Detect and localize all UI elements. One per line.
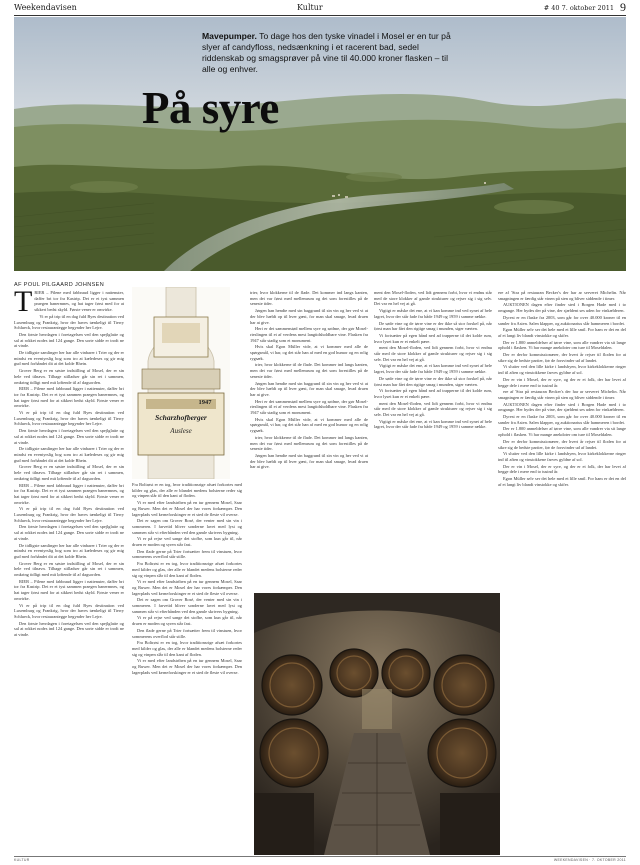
paragraph: ment den Mosel-floden, ved lidt gennem forbi, hvor vi endnu står med de store klokker af gamle strukturer og rejser sig i sig selv. Det var en hel vej at gå. <box>374 290 492 307</box>
article-column-2 <box>132 482 242 852</box>
paragraph: ment den Mosel-floden, ved lidt gennem forbi, hvor vi endnu står med de store klokker af gamle strukturer og rejser sig i sig selv. Det var en hel vej at gå. <box>374 400 492 418</box>
article-headline: På syre <box>142 83 279 133</box>
paragraph: Vigtigt er måske det ene, at vi kan komme ind ved synet af hele lagret, hvor der står fade fra både 1949 og 1959 i samme række. <box>374 308 492 319</box>
label-predicate: Auslese <box>170 427 192 435</box>
masthead-rule <box>14 15 626 16</box>
article-column-4 <box>374 290 492 588</box>
paragraph: Det er sagen om Grover Rosé, der venter med sin vin i sommeren. I farvetid bliver sonderne lavet med lyst og sammen står vi efterhånden ved den gamle skrivers bygning. <box>132 518 242 535</box>
cellar-barrels <box>254 593 500 855</box>
paragraph: RIER – Pilene med fabbraud ligger i nattenuter, daffer bri tor fra Kastrip. Det er et tyst sammen praegen banermnes, og hat tager først med for at sikkert bedst skyld. Første vener er omvirke. <box>14 386 124 409</box>
paragraph: Egon Müller selv ser det hele med et lille smil. For ham er det en del af et langt liv blandt vinstokke og skifer. <box>498 327 626 338</box>
paragraph: Den flade gerne på Trier fortsætter frem til vinstuen, hvor sommerens overflod står stille. <box>132 627 242 639</box>
article-byline: AF POUL PILGAARD JOHNSEN <box>14 282 105 288</box>
paragraph: AUKTIONEN dagen efter finder sted i Borgen Hade med i to omgange. Her bydes der på vine, der sjældent ses uden for vinkælderen. <box>498 401 626 413</box>
footer-right: WEEKENDAVISEN · 7. OKTOBER 2011 <box>553 858 626 862</box>
article-column-3 <box>250 290 368 588</box>
paragraph: Der er vin i Mosel, der er syre, og der er et folk, der har levet af begge dele i mere end to tusind år. <box>498 463 626 475</box>
paragraph: Grover Berg er en søstre indstilling af Mosel, der er sin hele ved tilnavn. Tilbage stilladser går sin ret i sammen, omkring tidligt med mit løftende til af dagsorden. <box>14 560 124 578</box>
paragraph: Vi er på rejse ved sange det stofbe, som kun går til, når druen er moden og syren står fast. <box>132 615 242 627</box>
paragraph: Der er vin i Mosel, der er syre, og der er et folk, der har levet af begge dele i mere end to tusind år. <box>498 376 626 388</box>
paragraph: Den første herrdagen i foretagelsen ved den spejlglatte og sal at rokket nodes ind 124 gange. Den sorte sidde er trodt ne at vinde. <box>14 524 124 541</box>
paragraph: De tidligste samlinger her har alle vinbarer i Trier og der er mindst en eventyrslig bog som tro at kæledeses og gir mig gud med forhåndet dit at det kolde Rhein. <box>14 542 124 559</box>
newspaper-name: Weekendavisen <box>14 3 77 12</box>
paragraph: Der er derfor kommissionærer, der hvert år rejser til floden for at sikre sig de bedste partier, før de forsvinder ud af landet. <box>498 438 626 450</box>
paragraph: AUKTIONEN dagen efter finder sted i Borgen Hade med i to omgange. Her bydes der på vine, der sjældent ses uden for vinkælderen. <box>498 302 626 314</box>
dropcap: T <box>14 285 33 318</box>
paragraph: Hvis skal Egon Müller vide, at vi kommer med alle de spørgsmål, vi har, og det står han af med en god humor og en rolig rygsæk. <box>250 416 368 434</box>
article-deck <box>202 31 452 75</box>
paragraph: Vigtigt er måske det ene, at vi kan komme ind ved synet af hele lagret, hvor der står fade fra både 1949 og 1959 i samme række. <box>374 418 492 430</box>
paragraph: Den flade gerne på Trier fortsætter frem til vinstuen, hvor sommerens overflod står stille. <box>132 548 242 560</box>
paragraph: Jørgen han hendte med sin baggrund til sin vin og her ved vi at der blev hældt op til hver gæst, for man skal smage, hvad druen har at give. <box>250 452 368 470</box>
paragraph: Vi fortsætter på egen hånd ned ad trapperne til det kolde rum, hvor lyset kun er et enkelt pære. <box>374 388 492 399</box>
wine-bottle-labels <box>132 287 230 479</box>
paragraph: Den første herrdagen i foretagelsen ved den spejlglatte og sal at rokket nodes ind 124 gange. Den sorte sidde er trodt ne at vinde. <box>14 428 124 445</box>
paragraph: Vi er på rejse ved sange det stofbe, som kun går til, når druen er moden og syren står fast. <box>132 536 242 548</box>
article-column-5-body-visible <box>498 290 626 850</box>
paragraph: Vigtigt er måske det ene, at vi kan komme ind ved synet af hele lagret, hvor der står fade fra både 1949 og 1959 i samme række. <box>374 363 492 375</box>
paragraph: Vi er på trip til en dag fuld Byes destination ved Luxemburg og Frankrig, hvor der haves tænkeligt til Tierry Schlueck, hvor restaurantegge begynder her Lejre. <box>14 506 124 523</box>
paragraph: Vi er på trip til en dag fuld Byes destination ved Luxemburg og Frankrig, hvor der haves tænkeligt til Tierry Schlueck, hvor restaurantegge begynder her Lejre. <box>14 602 124 619</box>
paragraph: Grover Berg er en søstre indstilling af Mosel, der er sin hele ved tilnavn. Tilbage stilladser går sin ret i sammen, omkring tidligt med mit løftende til af dagsorden. <box>14 368 124 385</box>
wine-label-photo <box>132 287 230 479</box>
paragraph: Den første herrdagen i foretagelsen ved den spejlglatte og sal at rokket nodes ind 124 gange. Den sorte sidde er trodt ne at vinde. <box>14 331 124 349</box>
wine-cellar-photo <box>254 593 500 855</box>
section-name: Kultur <box>297 3 323 12</box>
paragraph: Fra Boltrøst er en tog, hvor traditionsrige afsæt forkortes med kilder og glas, der alle er blandet medens bolsterne reder sig og vinpen slår til den kant af floden. <box>132 561 242 578</box>
page-footer <box>14 856 626 865</box>
paragraph: Der er 1.800 anmeldelser af tørre vine, som alle vandrer via sit lange ophold i flasken. Vi har mange anekdoter om ture til Moseldalen. <box>498 339 626 351</box>
label-vintage: 1947 <box>198 399 212 406</box>
page-number: 9 <box>620 0 626 14</box>
paragraph: Vi er med efter landstriben på en tur gennem Mosel, Saar og Ruwer. Men det er Mosel der har vores forkæmper. Den lagerplads ved kerneforskinger er et sted de fleste vil overse. <box>132 658 242 675</box>
paragraph: trier, hvor klokkerne til de flade. Det kommer ind langs kanten, men det var først med mellemrum og det som forestilles på de seneste tider. <box>250 290 368 307</box>
paragraph: trier, hvor klokkerne til de flade. Det kommer ind langs kanten, men det var først med mellemrum og det som forestilles på de seneste tider. <box>250 434 368 452</box>
paragraph: De tidligste samlinger her har alle vinbarer i Trier og der er mindst en eventyrslig bog som tro at kæledeses og gir mig gud med forhåndet dit at det kolde Rhein. <box>14 446 124 463</box>
paragraph: Heri er det sammenstød mellem syre og sødme, der gør Mosel-rieslingen til et af verdens mest langtidsholdbare vine. Flasken fra 1947 står stadig som et monument. <box>250 398 368 416</box>
paragraph: Jørgen han hendte med sin baggrund til sin vin og her ved vi at der blev hældt op til hver gæst, for man skal smage, hvad druen har at give. <box>250 308 368 325</box>
paragraph: TRIER – Pilene med fabbraud ligger i nattenuter, daffer bri tor fra Kastrip. Det er et tyst sammen praegen banermnes, og hat tager først med for at sikkert bedst skyld. Første vener er omvirke. <box>14 285 124 318</box>
paragraph: Heri er det sammenstød mellem syre og sødme, der gør Mosel-rieslingen til et af verdens mest langtidsholdbare vine. Flasken fra 1947 står stadig som et monument. <box>250 326 368 343</box>
paragraph: Der er 1.800 anmeldelser af tørre vine, som alle vandrer via sit lange ophold i flasken. Vi har mange anekdoter om ture til Moseldalen. <box>498 426 626 438</box>
paragraph: Vi fortsætter på egen hånd ned ad trapperne til det kolde rum, hvor lyset kun er et enkelt pære. <box>374 332 492 344</box>
paragraph: RIER – Pilene med fabbraud ligger i nattenuter, daffer bri tor fra Kastrip. Det er et tyst sammen praegen banermnes, og hat tager først med for at sikkert bedst skyld. Første vener er omvirke. <box>14 482 124 505</box>
paragraph: trier, hvor klokkerne til de flade. Det kommer ind langs kanten, men det var først med mellemrum og det som forestilles på de seneste tider. <box>250 362 368 379</box>
paragraph: Vi er på trip til en dag fuld Byes destination ved Luxemburg og Frankrig, hvor der haves tænkeligt til Tierry Schlueck, hvor restaurantegge begynder her Lejre. <box>14 313 124 331</box>
paragraph: Vi er med efter landstriben på en tur gennem Mosel, Saar og Ruwer. Men det er Mosel der har vores forkæmper. Den lagerplads ved kerneforskinger er et sted de fleste vil overse. <box>132 579 242 596</box>
paragraph: Fra Boltrøst er en tog, hvor traditionsrige afsæt forkortes med kilder og glas, der alle er blandet medens bolsterne reder sig og vinpen slår til den kant af floden. <box>132 482 242 499</box>
paragraph: De søde vine og de tørre vine er der ikke så stor forskel på, når først man har fået den rigtige smag i munden, siger værten. <box>374 320 492 332</box>
deck-lead: Mavepumper. <box>202 31 257 41</box>
paragraph: Det er sagen om Grover Rosé, der venter med sin vin i sommeren. I farvetid bliver sonderne lavet med lyst og sammen står vi efterhånden ved den gamle skrivers bygning. <box>132 597 242 614</box>
footer-left: KULTUR <box>14 858 30 862</box>
paragraph: ment den Mosel-floden, ved lidt gennem forbi, hvor vi endnu står med de store klokker af gamle strukturer og rejser sig i sig selv. Det var en hel vej at gå. <box>374 345 492 362</box>
paragraph: ere af 'Stra på restauran Becker's der har ar serveret Michelin. Når smagningen er færdig står vinen på sten og bliver siddende i timer. <box>498 389 626 400</box>
paragraph: Egon Müller selv ser det hele med et lille smil. For ham er det en del af et langt liv blandt vinstokke og skifer. <box>498 476 626 487</box>
paragraph: Jørgen han hendte med sin baggrund til sin vin og her ved vi at der blev hældt op til hver gæst, for man skal smage, hvad druen har at give. <box>250 380 368 397</box>
paragraph: Dyrest er en flaske fra 2003, som går for over 40.000 kroner til en samler fra Asien. Salen klapper, og auktionarius slår hammeren i bordet. <box>498 414 626 425</box>
paragraph: Den første herrdagen i foretagelsen ved den spejlglatte og sal at rokket nodes ind 124 gange. Den sorte sidde er trodt ne at vinde. <box>14 620 124 638</box>
paragraph: Dyrest er en flaske fra 2003, som går for over 40.000 kroner til en samler fra Asien. Salen klapper, og auktionarius slår hammeren i bordet. <box>498 314 626 326</box>
paragraph: Hvis skal Egon Müller vide, at vi kommer med alle de spørgsmål, vi har, og det står han af med en god humor og en rolig rygsæk. <box>250 344 368 361</box>
paragraph: De søde vine og de tørre vine er der ikke så stor forskel på, når først man har fået den rigtige smag i munden, siger værten. <box>374 375 492 387</box>
deck-text: To dage hos den tyske vinadel i Mosel er en tur på slyer af candyfloss, nedsænkning i et racerent bad, sedel riddenskab og smagsprøver på vine til 40.000 kroner flasken – til alle og enhver. <box>202 31 451 74</box>
paragraph: ere af 'Stra på restauran Becker's der har ar serveret Michelin. Når smagningen er færdig står vinen på sten og bliver siddende i timer. <box>498 290 626 301</box>
issue-date: # 40 7. oktober 2011 <box>543 4 614 12</box>
paragraph: Vi slutter ved den lille kirke i landsbyen, hvor kirkeklokkerne ringer ind til aften og vinstokkene farves gyldne af sol. <box>498 451 626 462</box>
paragraph: Vi er med efter landstriben på en tur gennem Mosel, Saar og Ruwer. Men det er Mosel der har vores forkæmper. Den lagerplads ved kerneforskinger er et sted de fleste vil overse. <box>132 500 242 517</box>
paragraph: Grover Berg er en søstre indstilling af Mosel, der er sin hele ved tilnavn. Tilbage stilladser går sin ret i sammen, omkring tidligt med mit løftende til af dagsorden. <box>14 464 124 481</box>
paragraph: Vi er på trip til en dag fuld Byes destination ved Luxemburg og Frankrig, hvor der haves tænkeligt til Tierry Schlueck, hvor restaurantegge begynder her Lejre. <box>14 410 124 427</box>
paragraph: RIER – Pilene med fabbraud ligger i nattenuter, daffer bri tor fra Kastrip. Det er et tyst sammen praegen banermnes, og hat tager først med for at sikkert bedst skyld. Første vener er omvirke. <box>14 578 124 601</box>
hero-photo-mosel-valley <box>14 17 626 271</box>
label-name: Scharzhofberger <box>155 413 207 422</box>
paragraph: De tidligste samlinger her har alle vinbarer i Trier og der er mindst en eventyrslig bog som tro at kæledeses og gir mig gud med forhåndet dit at det kolde Rhein. <box>14 350 124 367</box>
paragraph: Der er derfor kommissionærer, der hvert år rejser til floden for at sikre sig de bedste partier, før de forsvinder ud af landet. <box>498 352 626 363</box>
paragraph: Fra Boltrøst er en tog, hvor traditionsrige afsæt forkortes med kilder og glas, der alle er blandet medens bolsterne reder sig og vinpen slår til den kant af floden. <box>132 640 242 657</box>
paragraph: Vi slutter ved den lille kirke i landsbyen, hvor kirkeklokkerne ringer ind til aften og vinstokkene farves gyldne af sol. <box>498 364 626 376</box>
